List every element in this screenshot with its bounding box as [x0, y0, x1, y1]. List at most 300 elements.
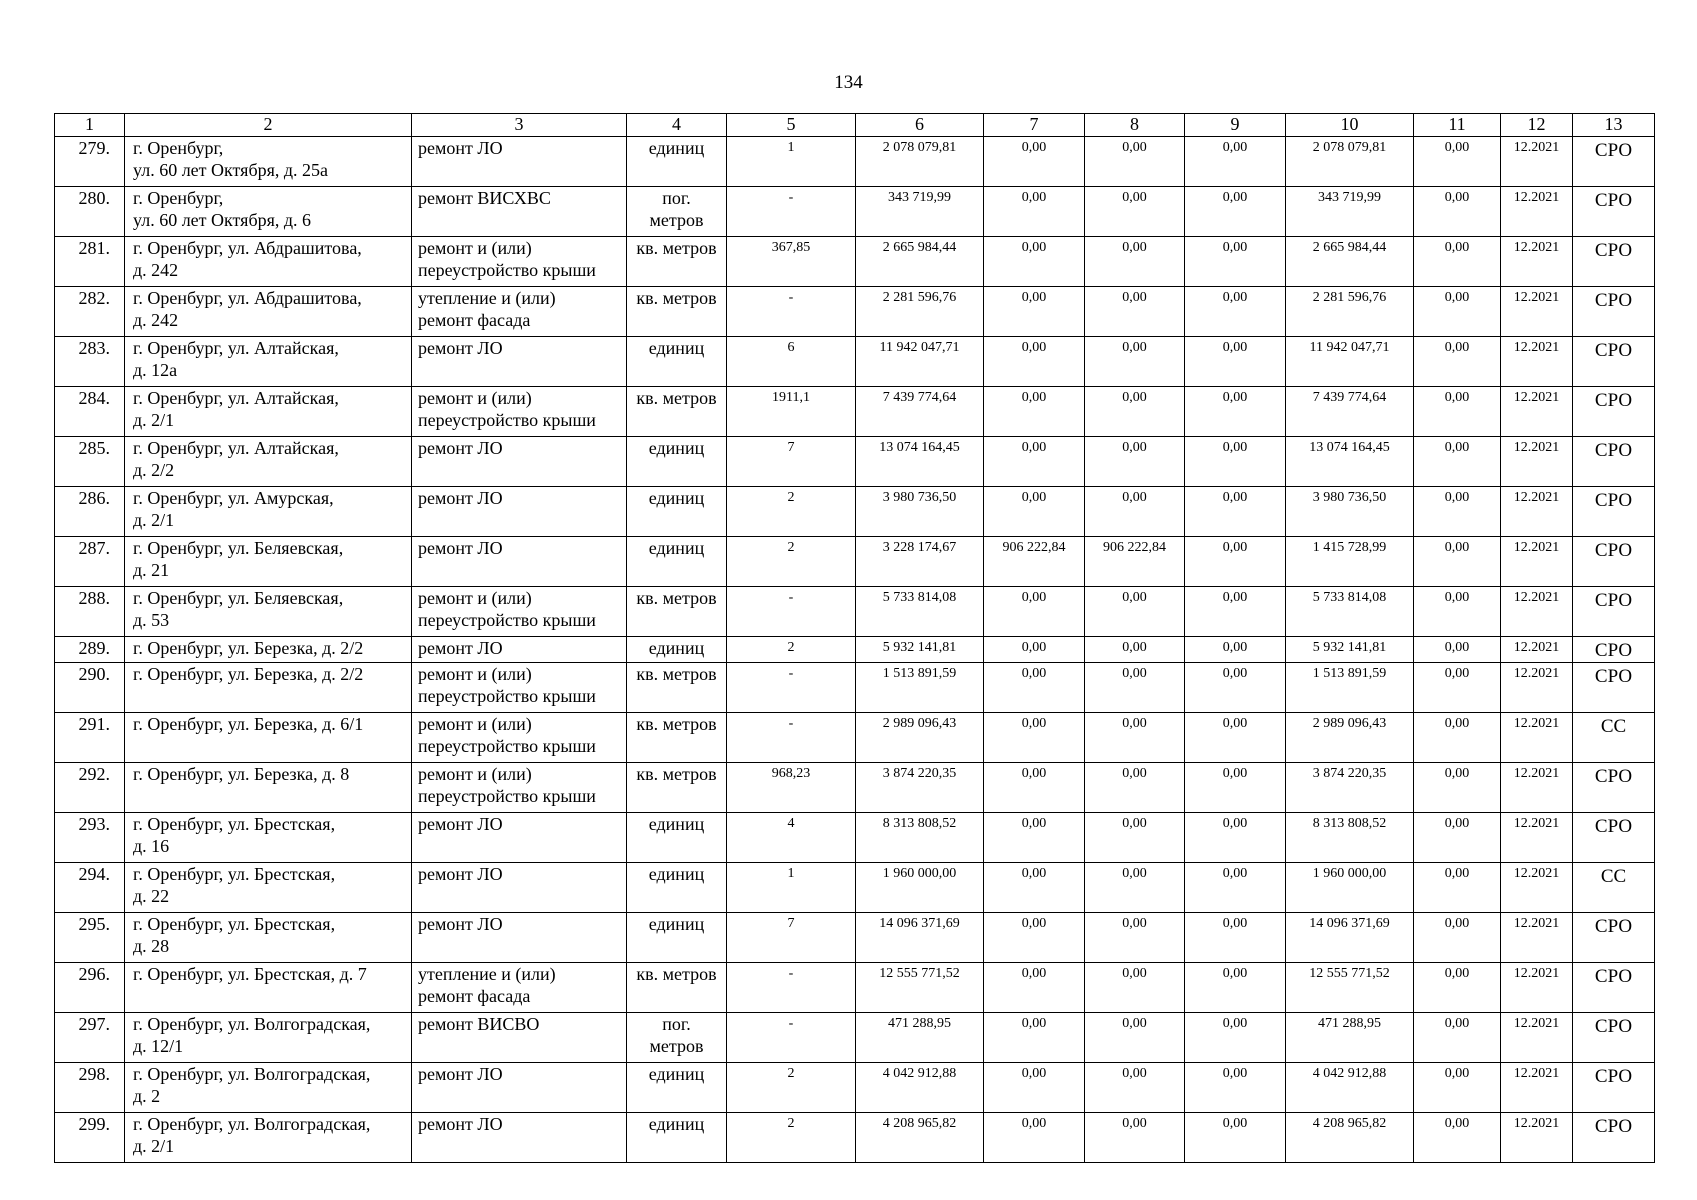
address-cell [125, 1013, 412, 1063]
unit-line-2: метров [649, 1036, 704, 1056]
table-row [55, 337, 1655, 387]
address-line-2: д. 21 [133, 560, 170, 580]
address-line-2: д. 242 [133, 260, 179, 280]
total-cost-cell: 14 096 371,69 [856, 913, 984, 963]
col8-cell: 0,00 [1085, 587, 1185, 637]
col7-cell: 0,00 [984, 663, 1085, 713]
work-line-1: ремонт ЛО [418, 438, 503, 458]
work-line-1: ремонт ЛО [418, 1114, 503, 1134]
work-line-1: ремонт ВИСВО [418, 1014, 540, 1034]
unit-cell [627, 813, 727, 863]
address-line-2: д. 16 [133, 836, 170, 856]
executor-cell: СРО [1573, 763, 1655, 813]
col7-cell: 0,00 [984, 187, 1085, 237]
work-line-1: ремонт ЛО [418, 1064, 503, 1084]
work-type-cell [412, 537, 627, 587]
quantity-cell: 1911,1 [727, 387, 856, 437]
col10-cell: 1 960 000,00 [1286, 863, 1414, 913]
col8-cell: 0,00 [1085, 487, 1185, 537]
work-type-cell [412, 237, 627, 287]
col9-cell: 0,00 [1185, 1063, 1286, 1113]
row-number: 279. [55, 137, 125, 187]
col10-cell: 13 074 164,45 [1286, 437, 1414, 487]
term-cell: 12.2021 [1501, 337, 1573, 387]
unit-line-1: кв. метров [636, 388, 717, 408]
col7-cell: 0,00 [984, 963, 1085, 1013]
col8-cell: 0,00 [1085, 713, 1185, 763]
term-cell: 12.2021 [1501, 537, 1573, 587]
col8-cell: 0,00 [1085, 137, 1185, 187]
work-line-1: ремонт ЛО [418, 864, 503, 884]
term-cell: 12.2021 [1501, 1013, 1573, 1063]
quantity-cell: 2 [727, 1113, 856, 1163]
unit-cell [627, 913, 727, 963]
row-number: 297. [55, 1013, 125, 1063]
address-cell [125, 1063, 412, 1113]
column-header: 6 [856, 114, 984, 137]
address-line-2: д. 22 [133, 886, 170, 906]
col10-cell: 2 665 984,44 [1286, 237, 1414, 287]
unit-line-1: кв. метров [636, 964, 717, 984]
quantity-cell: - [727, 663, 856, 713]
col11-cell: 0,00 [1414, 187, 1501, 237]
row-number: 292. [55, 763, 125, 813]
term-cell: 12.2021 [1501, 813, 1573, 863]
col11-cell: 0,00 [1414, 237, 1501, 287]
col8-cell: 0,00 [1085, 237, 1185, 287]
unit-cell [627, 1063, 727, 1113]
address-line-1: г. Оренбург, ул. Березка, д. 2/2 [133, 664, 364, 684]
work-line-2: переустройство крыши [418, 736, 596, 756]
col7-cell: 0,00 [984, 387, 1085, 437]
col9-cell: 0,00 [1185, 187, 1286, 237]
work-line-2: ремонт фасада [418, 986, 531, 1006]
col8-cell: 0,00 [1085, 437, 1185, 487]
address-cell [125, 1113, 412, 1163]
executor-cell: СРО [1573, 537, 1655, 587]
term-cell: 12.2021 [1501, 437, 1573, 487]
col11-cell: 0,00 [1414, 637, 1501, 663]
col10-cell: 12 555 771,52 [1286, 963, 1414, 1013]
address-cell [125, 663, 412, 713]
address-line-2: д. 12/1 [133, 1036, 184, 1056]
total-cost-cell: 8 313 808,52 [856, 813, 984, 863]
work-type-cell [412, 437, 627, 487]
unit-line-1: кв. метров [636, 714, 717, 734]
col10-cell: 4 042 912,88 [1286, 1063, 1414, 1113]
work-type-cell [412, 287, 627, 337]
work-line-1: ремонт ЛО [418, 538, 503, 558]
unit-cell [627, 437, 727, 487]
col9-cell: 0,00 [1185, 487, 1286, 537]
executor-cell: СРО [1573, 913, 1655, 963]
col8-cell: 0,00 [1085, 387, 1185, 437]
executor-cell: СРО [1573, 437, 1655, 487]
work-type-cell [412, 913, 627, 963]
unit-cell [627, 537, 727, 587]
term-cell: 12.2021 [1501, 387, 1573, 437]
unit-cell [627, 763, 727, 813]
term-cell: 12.2021 [1501, 863, 1573, 913]
col8-cell: 0,00 [1085, 1063, 1185, 1113]
col10-cell: 4 208 965,82 [1286, 1113, 1414, 1163]
unit-line-1: пог. [662, 188, 691, 208]
work-line-1: утепление и (или) [418, 964, 556, 984]
work-line-2: переустройство крыши [418, 686, 596, 706]
unit-cell [627, 713, 727, 763]
col9-cell: 0,00 [1185, 137, 1286, 187]
unit-line-1: единиц [648, 538, 705, 558]
column-header: 3 [412, 114, 627, 137]
column-header: 13 [1573, 114, 1655, 137]
executor-cell: СРО [1573, 1113, 1655, 1163]
work-line-1: ремонт ЛО [418, 488, 503, 508]
address-line-2: д. 2/2 [133, 460, 175, 480]
col11-cell: 0,00 [1414, 537, 1501, 587]
unit-line-2: метров [649, 210, 704, 230]
executor-cell: СРО [1573, 587, 1655, 637]
address-cell [125, 487, 412, 537]
quantity-cell: - [727, 963, 856, 1013]
quantity-cell: 2 [727, 637, 856, 663]
address-cell [125, 713, 412, 763]
table-row [55, 287, 1655, 337]
unit-cell [627, 863, 727, 913]
term-cell: 12.2021 [1501, 913, 1573, 963]
table-row [55, 187, 1655, 237]
column-header: 5 [727, 114, 856, 137]
unit-cell [627, 337, 727, 387]
address-line-1: г. Оренбург, ул. Брестская, [133, 814, 336, 834]
total-cost-cell: 11 942 047,71 [856, 337, 984, 387]
table-row [55, 1113, 1655, 1163]
row-number: 298. [55, 1063, 125, 1113]
unit-line-1: единиц [648, 488, 705, 508]
total-cost-cell: 2 281 596,76 [856, 287, 984, 337]
work-type-cell [412, 587, 627, 637]
address-line-2: д. 28 [133, 936, 170, 956]
row-number: 283. [55, 337, 125, 387]
col8-cell: 0,00 [1085, 337, 1185, 387]
unit-line-1: единиц [648, 914, 705, 934]
col11-cell: 0,00 [1414, 1113, 1501, 1163]
work-type-cell [412, 1113, 627, 1163]
col9-cell: 0,00 [1185, 1013, 1286, 1063]
total-cost-cell: 1 513 891,59 [856, 663, 984, 713]
col7-cell: 0,00 [984, 487, 1085, 537]
executor-cell: СРО [1573, 237, 1655, 287]
row-number: 293. [55, 813, 125, 863]
col10-cell: 5 932 141,81 [1286, 637, 1414, 663]
address-line-1: г. Оренбург, ул. Абдрашитова, [133, 288, 362, 308]
term-cell: 12.2021 [1501, 237, 1573, 287]
col11-cell: 0,00 [1414, 713, 1501, 763]
quantity-cell: - [727, 187, 856, 237]
col8-cell: 0,00 [1085, 763, 1185, 813]
unit-line-1: единиц [648, 638, 705, 658]
unit-line-1: единиц [648, 438, 705, 458]
unit-cell [627, 387, 727, 437]
repair-plan-table [54, 113, 1655, 1163]
executor-cell: СРО [1573, 663, 1655, 713]
row-number: 282. [55, 287, 125, 337]
col7-cell: 0,00 [984, 1063, 1085, 1113]
address-cell [125, 237, 412, 287]
address-line-1: г. Оренбург, ул. Алтайская, [133, 388, 339, 408]
quantity-cell: 968,23 [727, 763, 856, 813]
row-number: 280. [55, 187, 125, 237]
total-cost-cell: 3 228 174,67 [856, 537, 984, 587]
unit-line-1: единиц [648, 814, 705, 834]
col7-cell: 0,00 [984, 863, 1085, 913]
col9-cell: 0,00 [1185, 587, 1286, 637]
work-type-cell [412, 663, 627, 713]
col7-cell: 0,00 [984, 437, 1085, 487]
executor-cell: СРО [1573, 387, 1655, 437]
col11-cell: 0,00 [1414, 813, 1501, 863]
table-row [55, 963, 1655, 1013]
column-header: 8 [1085, 114, 1185, 137]
col9-cell: 0,00 [1185, 813, 1286, 863]
col9-cell: 0,00 [1185, 337, 1286, 387]
work-line-1: утепление и (или) [418, 288, 556, 308]
col11-cell: 0,00 [1414, 337, 1501, 387]
address-line-2: д. 53 [133, 610, 170, 630]
table-row [55, 813, 1655, 863]
quantity-cell: 2 [727, 1063, 856, 1113]
col7-cell: 0,00 [984, 1113, 1085, 1163]
column-header: 7 [984, 114, 1085, 137]
address-cell [125, 913, 412, 963]
col10-cell: 2 078 079,81 [1286, 137, 1414, 187]
unit-cell [627, 487, 727, 537]
col10-cell: 1 513 891,59 [1286, 663, 1414, 713]
col8-cell: 0,00 [1085, 1113, 1185, 1163]
executor-cell: СРО [1573, 287, 1655, 337]
col11-cell: 0,00 [1414, 587, 1501, 637]
address-cell [125, 863, 412, 913]
table-row [55, 387, 1655, 437]
work-line-1: ремонт и (или) [418, 588, 532, 608]
address-line-1: г. Оренбург, ул. Алтайская, [133, 438, 339, 458]
column-header: 1 [55, 114, 125, 137]
col7-cell: 0,00 [984, 713, 1085, 763]
address-line-1: г. Оренбург, ул. Волгоградская, [133, 1064, 371, 1084]
unit-cell [627, 663, 727, 713]
col10-cell: 2 989 096,43 [1286, 713, 1414, 763]
table-row [55, 237, 1655, 287]
table-row [55, 587, 1655, 637]
executor-cell: СРО [1573, 487, 1655, 537]
term-cell: 12.2021 [1501, 663, 1573, 713]
col10-cell: 7 439 774,64 [1286, 387, 1414, 437]
col9-cell: 0,00 [1185, 763, 1286, 813]
executor-cell: СРО [1573, 637, 1655, 663]
row-number: 286. [55, 487, 125, 537]
work-line-2: переустройство крыши [418, 410, 596, 430]
work-line-2: переустройство крыши [418, 260, 596, 280]
col11-cell: 0,00 [1414, 663, 1501, 713]
total-cost-cell: 2 989 096,43 [856, 713, 984, 763]
column-header: 10 [1286, 114, 1414, 137]
total-cost-cell: 4 208 965,82 [856, 1113, 984, 1163]
col8-cell: 0,00 [1085, 663, 1185, 713]
quantity-cell: 7 [727, 437, 856, 487]
term-cell: 12.2021 [1501, 287, 1573, 337]
col10-cell: 2 281 596,76 [1286, 287, 1414, 337]
col11-cell: 0,00 [1414, 437, 1501, 487]
row-number: 295. [55, 913, 125, 963]
total-cost-cell: 471 288,95 [856, 1013, 984, 1063]
total-cost-cell: 3 980 736,50 [856, 487, 984, 537]
work-type-cell [412, 813, 627, 863]
table-row [55, 487, 1655, 537]
executor-cell: СРО [1573, 1013, 1655, 1063]
quantity-cell: 367,85 [727, 237, 856, 287]
address-line-2: д. 242 [133, 310, 179, 330]
col9-cell: 0,00 [1185, 237, 1286, 287]
col9-cell: 0,00 [1185, 537, 1286, 587]
work-type-cell [412, 1063, 627, 1113]
quantity-cell: - [727, 713, 856, 763]
col8-cell: 0,00 [1085, 963, 1185, 1013]
address-line-1: г. Оренбург, ул. Беляевская, [133, 538, 344, 558]
address-cell [125, 287, 412, 337]
term-cell: 12.2021 [1501, 637, 1573, 663]
column-header: 2 [125, 114, 412, 137]
col10-cell: 11 942 047,71 [1286, 337, 1414, 387]
address-line-2: ул. 60 лет Октября, д. 25а [133, 160, 329, 180]
row-number: 289. [55, 637, 125, 663]
quantity-cell: 2 [727, 487, 856, 537]
col7-cell: 0,00 [984, 337, 1085, 387]
col7-cell: 0,00 [984, 913, 1085, 963]
unit-line-1: единиц [648, 864, 705, 884]
quantity-cell: - [727, 587, 856, 637]
total-cost-cell: 12 555 771,52 [856, 963, 984, 1013]
quantity-cell: 1 [727, 863, 856, 913]
unit-line-1: единиц [648, 338, 705, 358]
unit-cell [627, 187, 727, 237]
col10-cell: 14 096 371,69 [1286, 913, 1414, 963]
address-cell [125, 337, 412, 387]
address-line-2: д. 2 [133, 1086, 161, 1106]
column-number-row [55, 114, 1655, 137]
unit-line-1: кв. метров [636, 664, 717, 684]
total-cost-cell: 7 439 774,64 [856, 387, 984, 437]
column-header: 4 [627, 114, 727, 137]
address-line-1: г. Оренбург, [133, 188, 224, 208]
row-number: 287. [55, 537, 125, 587]
total-cost-cell: 2 665 984,44 [856, 237, 984, 287]
address-line-1: г. Оренбург, ул. Волгоградская, [133, 1114, 371, 1134]
col7-cell: 0,00 [984, 287, 1085, 337]
quantity-cell: 1 [727, 137, 856, 187]
executor-cell: СРО [1573, 187, 1655, 237]
work-line-1: ремонт ВИСХВС [418, 188, 551, 208]
work-line-1: ремонт ЛО [418, 914, 503, 934]
address-line-1: г. Оренбург, [133, 138, 224, 158]
work-type-cell [412, 637, 627, 663]
address-line-1: г. Оренбург, ул. Березка, д. 2/2 [133, 638, 364, 658]
col11-cell: 0,00 [1414, 487, 1501, 537]
col7-cell: 0,00 [984, 137, 1085, 187]
work-line-2: ремонт фасада [418, 310, 531, 330]
col10-cell: 3 874 220,35 [1286, 763, 1414, 813]
col9-cell: 0,00 [1185, 1113, 1286, 1163]
work-line-1: ремонт ЛО [418, 814, 503, 834]
col9-cell: 0,00 [1185, 437, 1286, 487]
unit-line-1: единиц [648, 1064, 705, 1084]
address-line-2: д. 2/1 [133, 1136, 175, 1156]
work-line-1: ремонт ЛО [418, 138, 503, 158]
address-line-1: г. Оренбург, ул. Алтайская, [133, 338, 339, 358]
col7-cell: 0,00 [984, 763, 1085, 813]
total-cost-cell: 5 932 141,81 [856, 637, 984, 663]
work-type-cell [412, 137, 627, 187]
address-line-1: г. Оренбург, ул. Волгоградская, [133, 1014, 371, 1034]
address-cell [125, 537, 412, 587]
address-line-2: д. 2/1 [133, 410, 175, 430]
table-row [55, 863, 1655, 913]
col10-cell: 3 980 736,50 [1286, 487, 1414, 537]
unit-cell [627, 587, 727, 637]
table-row [55, 437, 1655, 487]
address-cell [125, 813, 412, 863]
col11-cell: 0,00 [1414, 763, 1501, 813]
unit-cell [627, 637, 727, 663]
col9-cell: 0,00 [1185, 713, 1286, 763]
row-number: 299. [55, 1113, 125, 1163]
col10-cell: 1 415 728,99 [1286, 537, 1414, 587]
col8-cell: 0,00 [1085, 913, 1185, 963]
column-header: 11 [1414, 114, 1501, 137]
work-type-cell [412, 487, 627, 537]
col11-cell: 0,00 [1414, 1063, 1501, 1113]
total-cost-cell: 343 719,99 [856, 187, 984, 237]
total-cost-cell: 5 733 814,08 [856, 587, 984, 637]
term-cell: 12.2021 [1501, 1113, 1573, 1163]
work-line-2: переустройство крыши [418, 786, 596, 806]
col8-cell: 0,00 [1085, 187, 1185, 237]
col10-cell: 5 733 814,08 [1286, 587, 1414, 637]
table-row [55, 913, 1655, 963]
address-cell [125, 587, 412, 637]
unit-line-1: кв. метров [636, 288, 717, 308]
row-number: 288. [55, 587, 125, 637]
address-line-2: д. 2/1 [133, 510, 175, 530]
executor-cell: СРО [1573, 337, 1655, 387]
col9-cell: 0,00 [1185, 663, 1286, 713]
executor-cell: СРО [1573, 1063, 1655, 1113]
table-row [55, 1063, 1655, 1113]
col8-cell: 906 222,84 [1085, 537, 1185, 587]
term-cell: 12.2021 [1501, 587, 1573, 637]
page-number: 134 [834, 72, 863, 93]
quantity-cell: 2 [727, 537, 856, 587]
address-line-1: г. Оренбург, ул. Брестская, [133, 914, 336, 934]
col7-cell: 0,00 [984, 637, 1085, 663]
address-cell [125, 187, 412, 237]
unit-cell [627, 1113, 727, 1163]
unit-line-1: единиц [648, 138, 705, 158]
executor-cell: СРО [1573, 813, 1655, 863]
term-cell: 12.2021 [1501, 187, 1573, 237]
table-row [55, 537, 1655, 587]
col7-cell: 0,00 [984, 237, 1085, 287]
work-type-cell [412, 963, 627, 1013]
unit-cell [627, 237, 727, 287]
